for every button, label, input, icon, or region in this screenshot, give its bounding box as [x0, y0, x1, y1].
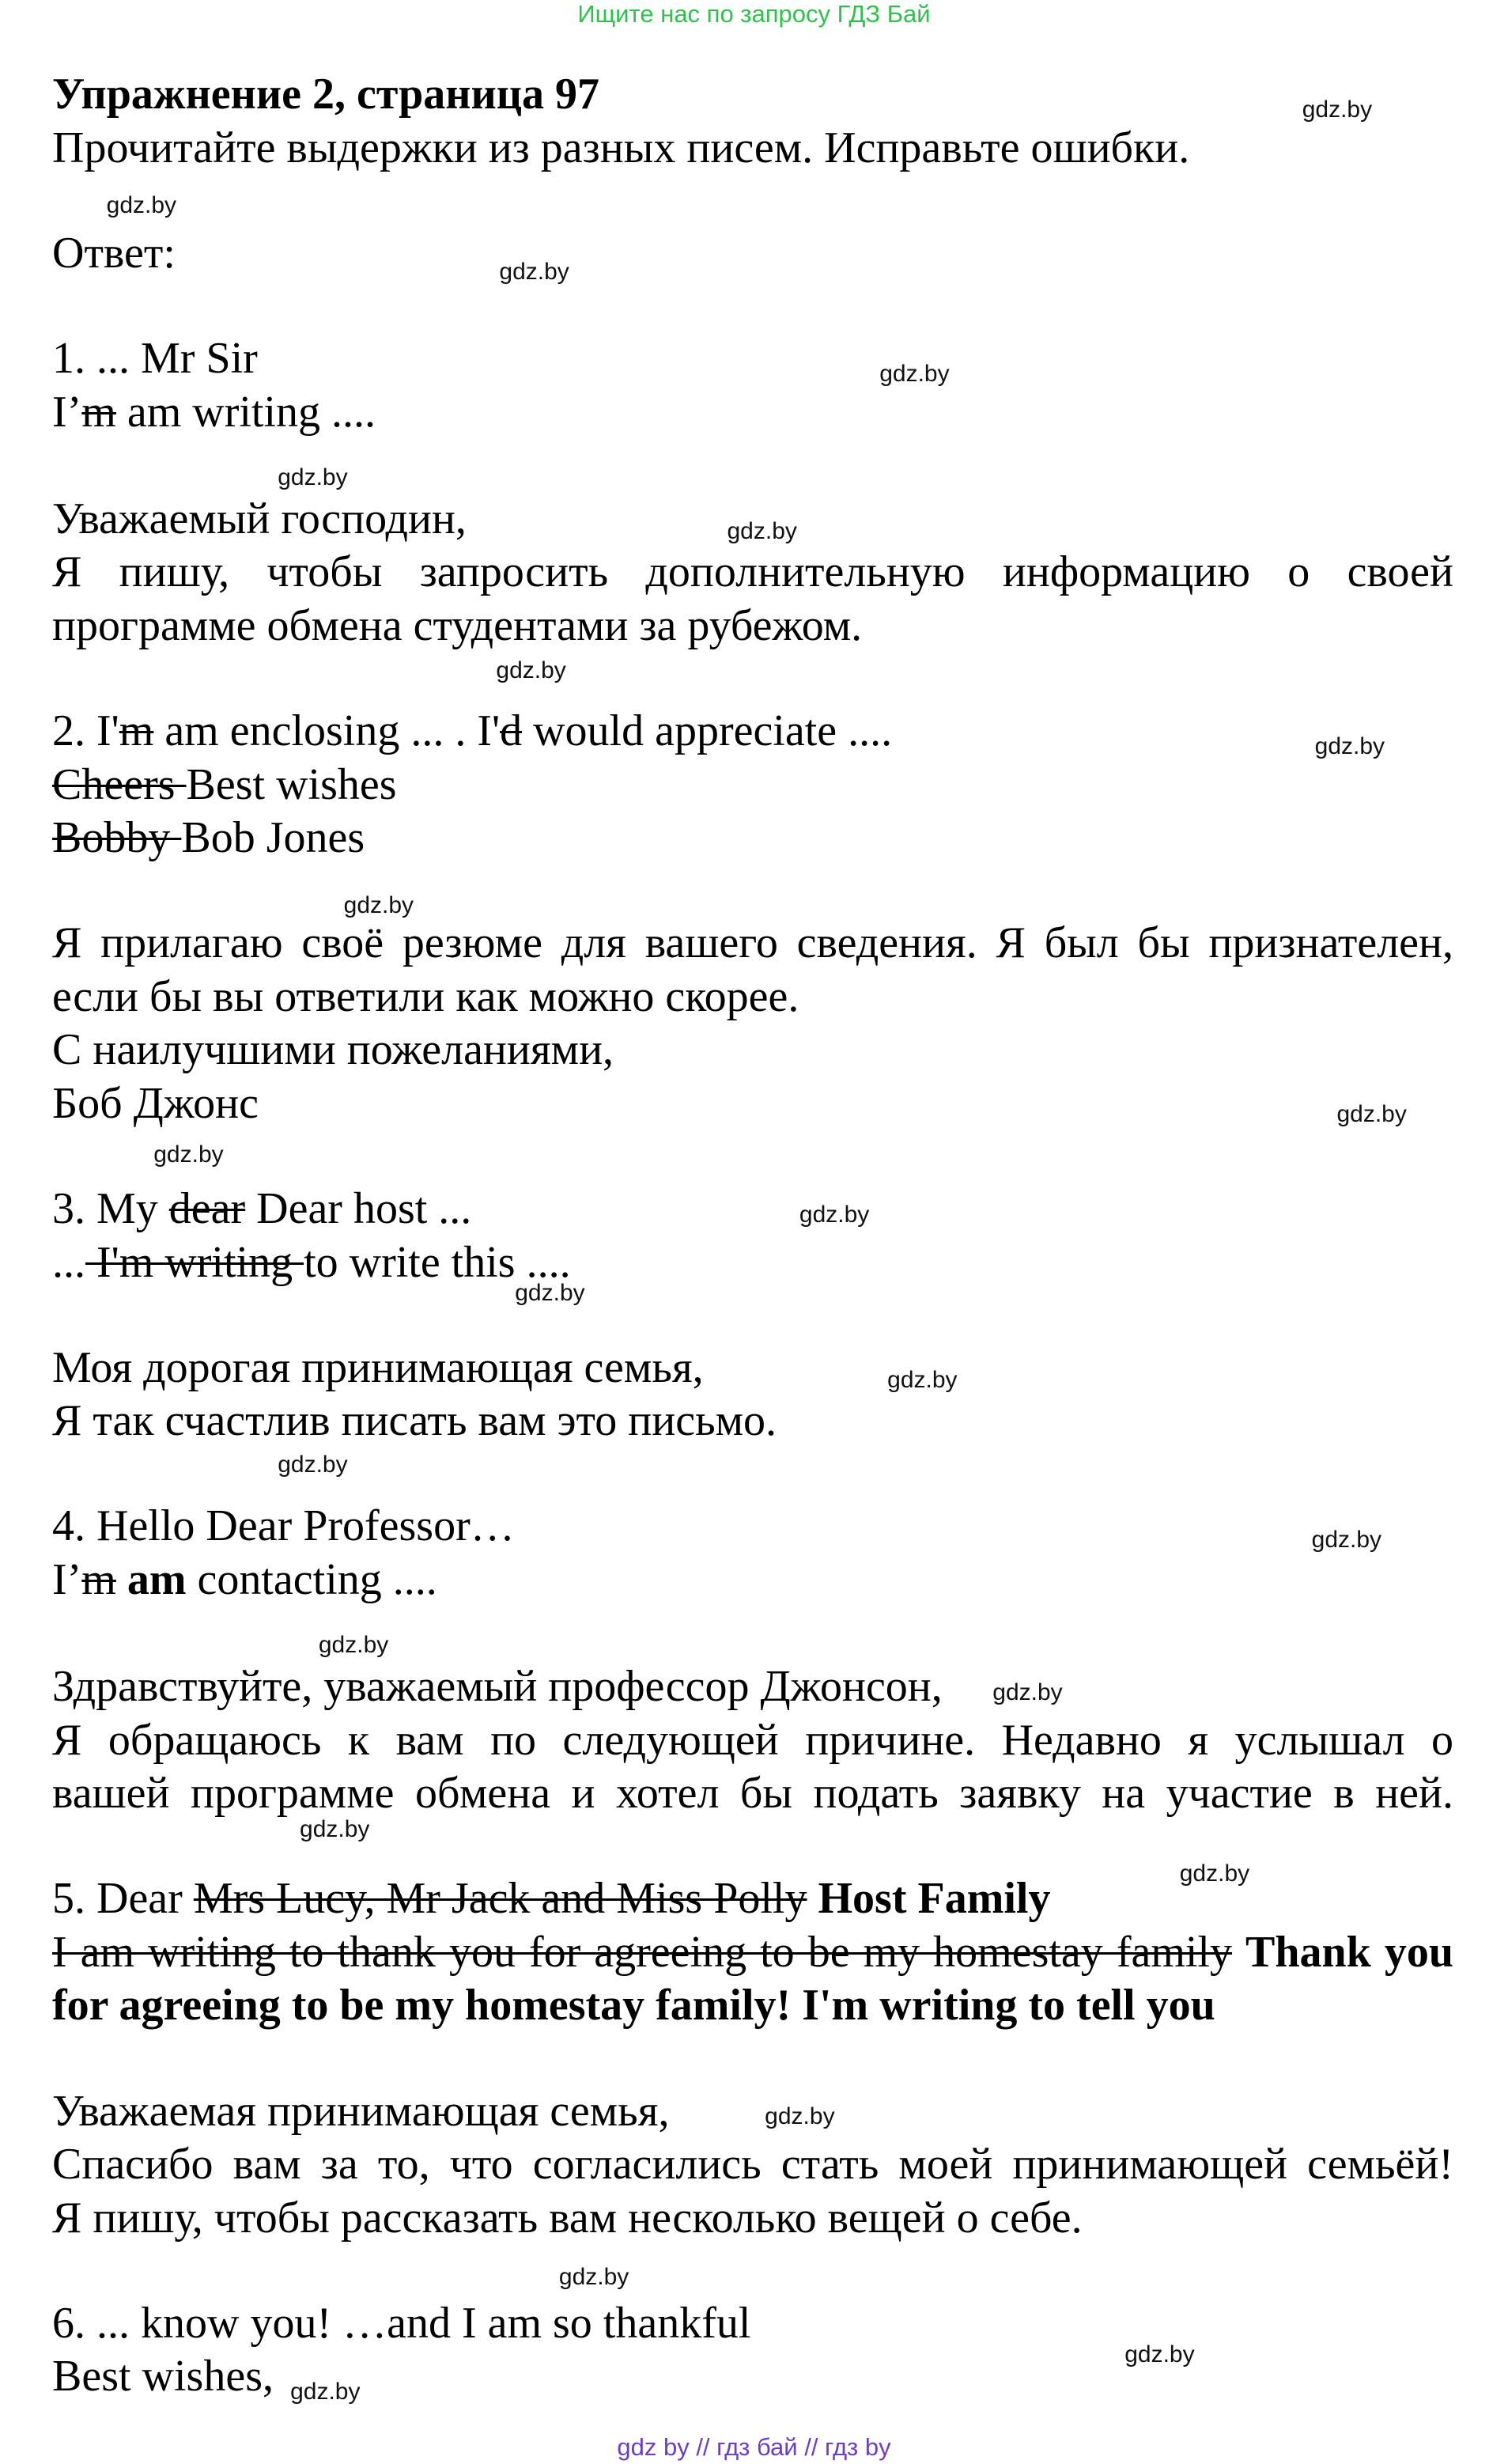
- text-segment: 3. My: [52, 1184, 169, 1233]
- text-line: [52, 1925, 1453, 1979]
- text-line: [52, 331, 258, 385]
- text-line: [52, 545, 1453, 599]
- text-segment: 4. Hello Dear Professor…: [52, 1501, 515, 1551]
- exercise-title: [52, 67, 599, 121]
- text-line: [52, 1872, 1050, 1925]
- text-line: [52, 2349, 274, 2403]
- struck-text: Bobby: [52, 813, 182, 863]
- text-line: [52, 1713, 1453, 1767]
- watermark-text: gdz.by: [318, 1632, 389, 1659]
- bold-text: Упражнение 2, страница 97: [52, 70, 600, 119]
- text-line: [52, 1394, 777, 1448]
- struck-text: m: [81, 1554, 116, 1604]
- text-segment: ...: [52, 1237, 85, 1287]
- watermark-text: gdz.by: [765, 2103, 835, 2130]
- text-segment: am enclosing ... . I': [153, 706, 501, 755]
- watermark-text: gdz.by: [153, 1141, 224, 1168]
- text-line: [52, 385, 376, 439]
- watermark-text: gdz.by: [290, 2379, 361, 2405]
- watermark-text: gdz.by: [1314, 732, 1385, 759]
- text-line: [52, 1553, 437, 1607]
- text-line: [52, 704, 892, 758]
- text-segment: contacting ....: [186, 1554, 437, 1604]
- header-banner[interactable]: Ищите нас по запросу ГДЗ Бай: [577, 0, 931, 28]
- struck-text: I'm writing: [85, 1237, 304, 1287]
- struck-text: I am writing to thank you for agreeing to be my homestay family: [52, 1927, 1232, 1977]
- bold-text: am: [127, 1554, 187, 1604]
- text-line: [52, 2084, 669, 2138]
- watermark-text: gdz.by: [1124, 2341, 1195, 2367]
- watermark-text: gdz.by: [887, 1366, 958, 1393]
- watermark-text: gdz.by: [879, 360, 950, 387]
- watermark-text: gdz.by: [1302, 97, 1373, 123]
- text-line: [52, 2296, 750, 2350]
- watermark-text: gdz.by: [1179, 1860, 1250, 1887]
- text-segment: С наилучшими пожеланиями,: [52, 1025, 614, 1075]
- text-segment: Best wishes: [186, 759, 397, 809]
- text-segment: 6. ... know you! …and I am so thankful: [52, 2298, 751, 2348]
- text-segment: программе обмена студентами за рубежом.: [52, 600, 863, 650]
- text-segment: 1. ... Mr Sir: [52, 334, 258, 384]
- text-line: [52, 599, 862, 653]
- text-line: [52, 758, 397, 812]
- watermark-text: gdz.by: [278, 1451, 348, 1478]
- text-segment: Прочитайте выдержки из разных писем. Исправьте ошибки.: [52, 123, 1190, 172]
- watermark-text: gdz.by: [300, 1815, 370, 1842]
- text-line: [52, 1766, 1453, 1820]
- text-segment: I’: [52, 387, 82, 437]
- text-segment: Я так счастлив писать вам это письмо.: [52, 1396, 777, 1446]
- bold-text: Host Family: [818, 1874, 1051, 1924]
- watermark-text: gdz.by: [499, 258, 569, 285]
- text-segment: 5. Dear: [52, 1874, 194, 1924]
- text-segment: Моя дорогая принимающая семья,: [52, 1342, 704, 1392]
- text-line: [52, 226, 176, 280]
- struck-text: m: [119, 706, 154, 755]
- text-segment: Уважаемая принимающая семья,: [52, 2086, 670, 2136]
- text-line: [52, 1182, 471, 1236]
- watermark-text: gdz.by: [1336, 1100, 1407, 1127]
- text-segment: would appreciate ....: [522, 706, 893, 755]
- text-segment: to write this ....: [304, 1237, 571, 1287]
- watermark-text: gdz.by: [558, 2264, 629, 2291]
- text-segment: Боб Джонс: [52, 1078, 259, 1128]
- text-line: [52, 1660, 943, 1713]
- text-line: [52, 1978, 1215, 2032]
- text-segment: Спасибо вам за то, что согласились стать моей принимающей семьёй!: [52, 2140, 1453, 2190]
- bold-text: for agreeing to be my homestay family! I'm writing to tell you: [52, 1981, 1215, 2031]
- text-segment: Bob Jones: [181, 813, 365, 863]
- text-segment: [1232, 1928, 1245, 1977]
- watermark-text: gdz.by: [727, 517, 797, 544]
- text-segment: если бы вы ответили как можно скорее.: [52, 971, 799, 1021]
- text-segment: [116, 1555, 127, 1604]
- struck-text: dear: [168, 1184, 246, 1233]
- watermark-text: gdz.by: [1311, 1527, 1382, 1554]
- watermark-text: gdz.by: [515, 1280, 585, 1307]
- watermark-text: gdz.by: [992, 1679, 1063, 1705]
- text-segment: Здравствуйте, уважаемый профессор Джонсон,: [52, 1662, 943, 1712]
- text-segment: [807, 1874, 818, 1923]
- text-segment: 2. I': [52, 706, 119, 755]
- watermark-text: gdz.by: [496, 657, 566, 684]
- text-line: [52, 811, 365, 865]
- text-line: [52, 1236, 571, 1289]
- text-line: [52, 2137, 1453, 2191]
- text-line: [52, 1341, 704, 1395]
- text-line: [52, 970, 799, 1024]
- text-line: [52, 1499, 515, 1553]
- text-segment: Я прилагаю своё резюме для вашего сведения. Я был бы признателен,: [52, 918, 1453, 968]
- struck-text: Cheers: [52, 759, 187, 809]
- watermark-text: gdz.by: [106, 192, 177, 219]
- text-segment: Dear host ...: [245, 1184, 472, 1233]
- text-line: [52, 2191, 1083, 2245]
- struck-text: d: [500, 706, 523, 755]
- text-segment: Best wishes,: [52, 2352, 274, 2402]
- text-segment: Я пишу, чтобы рассказать вам несколько вещей о себе.: [52, 2193, 1083, 2243]
- text-line: [52, 492, 467, 546]
- watermark-text: gdz.by: [799, 1201, 870, 1228]
- text-segment: Ответ:: [52, 228, 176, 278]
- watermark-text: gdz.by: [278, 464, 348, 491]
- text-segment: am writing ....: [115, 387, 376, 437]
- watermark-text: gdz.by: [343, 891, 414, 918]
- text-line: [52, 1023, 614, 1077]
- text-segment: вашей программе обмена и хотел бы подать заявку на участие в ней.: [52, 1769, 1453, 1819]
- text-line: [52, 916, 1453, 970]
- struck-text: Mrs Lucy, Mr Jack and Miss Polly: [193, 1874, 807, 1924]
- text-segment: I’: [52, 1554, 82, 1604]
- exercise-instruction: [52, 121, 1189, 175]
- struck-text: m: [81, 387, 116, 437]
- text-line: [52, 1077, 259, 1130]
- footer-banner[interactable]: gdz by // гдз бай // гдз by: [617, 2433, 891, 2461]
- text-segment: Уважаемый господин,: [52, 494, 467, 543]
- text-segment: Я пишу, чтобы запросить дополнительную информацию о своей: [52, 547, 1453, 597]
- bold-text: Thank you: [1245, 1927, 1453, 1977]
- text-segment: Я обращаюсь к вам по следующей причине. Недавно я услышал о: [52, 1715, 1453, 1765]
